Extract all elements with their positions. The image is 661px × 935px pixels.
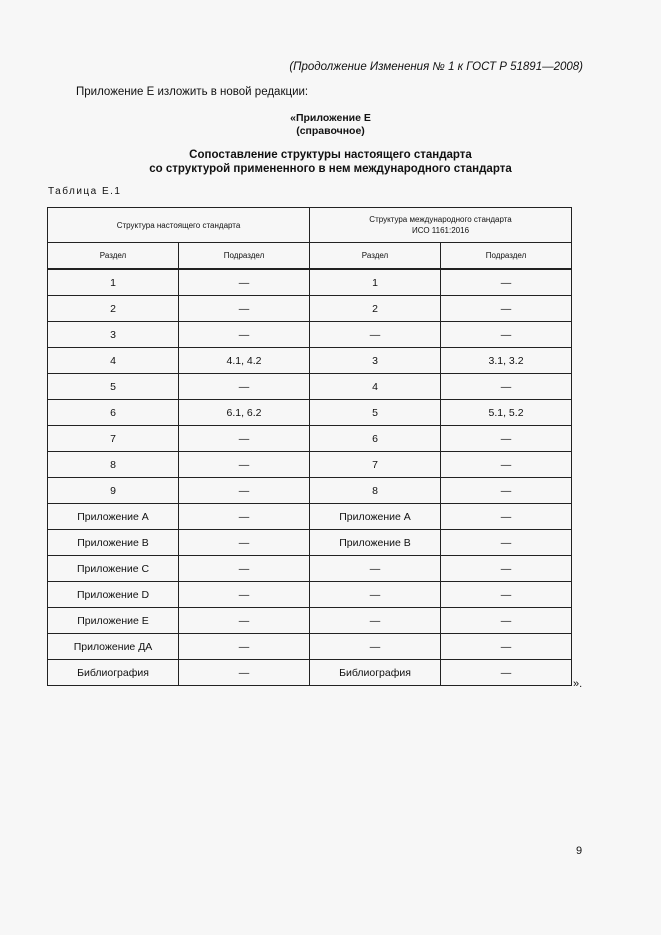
table-cell: 3 (310, 348, 441, 374)
table-cell: Приложение Е (48, 608, 179, 634)
table-cell: — (179, 478, 310, 504)
table-cell: — (310, 608, 441, 634)
table-cell: 5 (310, 400, 441, 426)
table-cell: 8 (310, 478, 441, 504)
table-cell: 4.1, 4.2 (179, 348, 310, 374)
table-row (48, 322, 572, 348)
table-cell: Приложение В (48, 530, 179, 556)
table-cell: Приложение В (310, 530, 441, 556)
column-header: Подраздел (441, 243, 572, 270)
table-cell: — (441, 296, 572, 322)
document-title-line-1: Сопоставление структуры настоящего стандарта (189, 149, 472, 161)
table-cell: — (441, 504, 572, 530)
document-title-line-2: со структурой примененного в нем международного стандарта (149, 163, 512, 175)
table-group-header-row (48, 208, 572, 243)
table-cell: — (441, 478, 572, 504)
table-row (48, 374, 572, 400)
table-cell: 5 (48, 374, 179, 400)
table-cell: 8 (48, 452, 179, 478)
table-cell: 1 (310, 269, 441, 296)
table-cell: — (179, 582, 310, 608)
table-row (48, 660, 572, 686)
table-cell: 5.1, 5.2 (441, 400, 572, 426)
table-cell: — (310, 556, 441, 582)
table-cell: — (441, 452, 572, 478)
table-column-header-row (48, 243, 572, 270)
table-cell: — (441, 660, 572, 686)
column-header: Подраздел (179, 243, 310, 270)
table-cell: 6 (48, 400, 179, 426)
column-header: Раздел (48, 243, 179, 270)
table-row (48, 608, 572, 634)
table-cell: 7 (310, 452, 441, 478)
table-cell: — (179, 426, 310, 452)
table-cell: — (441, 634, 572, 660)
table-row (48, 556, 572, 582)
table-row (48, 634, 572, 660)
table-row (48, 426, 572, 452)
document-title (0, 148, 661, 176)
table-row (48, 400, 572, 426)
page-number: 9 (576, 845, 583, 857)
table-cell: 9 (48, 478, 179, 504)
table-cell: — (441, 426, 572, 452)
table-cell: Приложение С (48, 556, 179, 582)
group-header-international-line-2: ИСО 1161:2016 (412, 226, 470, 235)
table-row (48, 582, 572, 608)
table-cell: 6.1, 6.2 (179, 400, 310, 426)
table-cell: Приложение А (48, 504, 179, 530)
table-cell: — (179, 269, 310, 296)
table-cell: 2 (48, 296, 179, 322)
table-row (48, 269, 572, 296)
structure-comparison-table (47, 207, 572, 686)
group-header-international-line-1: Структура международного стандарта (369, 215, 512, 224)
group-header-national: Структура настоящего стандарта (48, 208, 310, 243)
table-cell: — (179, 608, 310, 634)
page-header: (Продолжение Изменения № 1 к ГОСТ Р 51891—2008) (289, 61, 583, 73)
table-cell: 4 (310, 374, 441, 400)
table-cell: — (179, 452, 310, 478)
table-cell: — (441, 269, 572, 296)
table-cell: 2 (310, 296, 441, 322)
table-cell: — (310, 634, 441, 660)
table-row (48, 296, 572, 322)
table-cell: — (179, 660, 310, 686)
table-cell: — (179, 556, 310, 582)
table-cell: — (441, 582, 572, 608)
appendix-name: «Приложение Е (290, 112, 371, 124)
table-cell: 3 (48, 322, 179, 348)
table-row (48, 478, 572, 504)
table-row (48, 348, 572, 374)
table-cell: — (179, 504, 310, 530)
table-row (48, 504, 572, 530)
closing-quote-mark: ». (573, 678, 583, 690)
table-body (48, 269, 572, 686)
table-row (48, 452, 572, 478)
table-cell: Библиография (48, 660, 179, 686)
table-cell: 3.1, 3.2 (441, 348, 572, 374)
column-header: Раздел (310, 243, 441, 270)
table-cell: — (441, 608, 572, 634)
table-label: Таблица Е.1 (48, 186, 122, 197)
table-cell: — (179, 374, 310, 400)
table-cell: Приложение D (48, 582, 179, 608)
group-header-international (310, 208, 572, 243)
table-cell: — (310, 582, 441, 608)
table-cell: — (441, 556, 572, 582)
appendix-kind: (справочное) (296, 125, 365, 137)
appendix-title (0, 112, 661, 138)
table-cell: — (441, 374, 572, 400)
table-cell: 1 (48, 269, 179, 296)
table-cell: Приложение ДА (48, 634, 179, 660)
table-cell: — (179, 296, 310, 322)
table-cell: Библиография (310, 660, 441, 686)
table-cell: 7 (48, 426, 179, 452)
intro-text: Приложение Е изложить в новой редакции: (76, 86, 309, 98)
table-cell: — (179, 322, 310, 348)
table-cell: — (179, 530, 310, 556)
table-cell: — (179, 634, 310, 660)
table-cell: — (310, 322, 441, 348)
table-cell: 6 (310, 426, 441, 452)
table-cell: — (441, 322, 572, 348)
table-cell: — (441, 530, 572, 556)
table-row (48, 530, 572, 556)
table-cell: Приложение А (310, 504, 441, 530)
table-cell: 4 (48, 348, 179, 374)
